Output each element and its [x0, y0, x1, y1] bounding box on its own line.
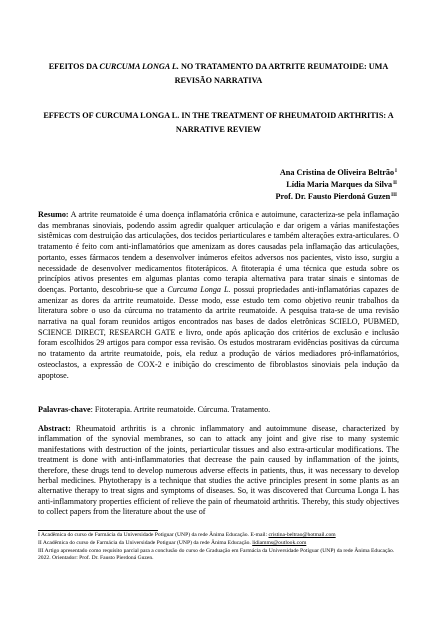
- keywords: [38, 405, 399, 416]
- footnote: [38, 540, 399, 548]
- footnote-email-link[interactable]: lidiamms@outlook.com: [252, 539, 307, 546]
- author: [276, 190, 397, 202]
- author-mark: III: [391, 193, 397, 198]
- footnotes: [38, 532, 399, 563]
- abstract-portuguese: [38, 210, 399, 381]
- title-pt-suffix: NO TRATAMENTO DA ARTRITE REUMATOIDE: UMA REVISÃO NARRATIVA: [174, 62, 389, 85]
- author: [276, 166, 397, 178]
- footnote-text: II Acadêmica do curso de Farmácia da Universidade Potiguar (UNP) da rede Ânima Educação.: [38, 539, 253, 546]
- author-name: Ana Cristina de Oliveira Beltrão: [279, 168, 395, 177]
- title-pt-species: CURCUMA LONGA L.: [99, 62, 179, 71]
- abstract-pt-species: Curcuma Longa L.: [167, 284, 231, 294]
- author-mark: I: [395, 169, 397, 174]
- footnote-text: I Acadêmica do curso de Farmácia da Universidade Potiguar (UNP) da rede Ânima Educação. E-mail:: [38, 532, 269, 538]
- footnote: [38, 548, 399, 564]
- title-english: EFFECTS OF CURCUMA LONGA L. IN THE TREATMENT OF RHEUMATOID ARTHRITIS: A NARRATIVE REVIEW: [43, 111, 394, 134]
- abstract-en-label: Abstract:: [38, 424, 71, 433]
- author-list: [276, 166, 397, 202]
- abstract-english: [38, 424, 399, 528]
- footnote-divider: [38, 530, 158, 531]
- footnote: [38, 532, 399, 540]
- abstract-pt-text-1: A artrite reumatoide é uma doença inflamatória crônica e autoimune, caracteriza-se pela inflamação das membranas sinoviais, podendo assim agredir qualquer articulação e dar origem a várias manifestações sistêmicas com destruição das articulações, dos tecidos periarticulares e também alterações extra-articulares. O tratamento é feito com anti-inflamatórios que amenizam as dores causadas pela inflamação das articulações, portanto, esses fármacos tendem a desenvolver inúmeros efeitos adversos nos pacientes, visto isso, surgiu a necessidade de desenvolver medicamentos fitoterápicos. A fitoterapia é uma técnica que estuda sobre os princípios ativos presentes em algumas plantas como terapia alternativa para tratar sinais e sintomas de doenças. Portanto, descobriu-se que a: [38, 210, 399, 294]
- title-portuguese: [40, 60, 397, 88]
- abstract-pt-label: Resumo:: [38, 210, 69, 219]
- footnote-text: III Artigo apresentado como requisito parcial para a conclusão do curso de Graduação em Farmácia da Universidade Potiguar (UNP) da rede Ânima Educação. 2022. Orientador: Prof. Dr. Fausto Pierdoná Guzen.: [38, 547, 395, 562]
- footnote-email-link[interactable]: cristina-beltrao@hotmail.com: [268, 532, 336, 538]
- author-mark: II: [393, 181, 397, 186]
- keywords-label: Palavras-chave: [38, 405, 91, 414]
- abstract-pt-text-2: possui propriedades anti-inflamatórias capazes de amenizar as dores da artrite reumatoide. Desse modo, esse estudo tem como objetivo reunir trabalhos da literatura sobre o uso da cúrcuma no tratamento da artrite reumatoide. A pesquisa trata-se de uma revisão narrativa na qual foram reunidos artigos encontrados nas bases de dados eletrônicas SCIELO, PUBMED, SCIENCE DIRECT, RESEARCH GATE e livro, onde após aplicação dos critérios de exclusão e inclusão foram escolhidos 29 artigos para compor essa revisão. Os estudos mostraram evidências positivas da cúrcuma no tratamento da artrite reumatoide, pois, ela reduz a produção de vários mediadores pró-inflamatórios, osteoclastos, a expressão de COX-2 e inibição do crescimento de fibroblastos sinoviais pela indução da apoptose.: [38, 284, 399, 380]
- author-name: Lídia Maria Marques da Silva: [286, 180, 393, 189]
- abstract-en-text: Rheumatoid arthritis is a chronic inflammatory and autoimmune disease, characterized by inflammation of the synovial membranes, so can to attack any joint and give rise to many systemic manifestations with destruction of the joints, periarticular tissues and also extra-articular modifications. The treatment is done with anti-inflammatories that decrease the pain caused by inflammation of the joints, therefore, these drugs tend to develop numerous adverse effects in patients, thus, it was necessary to develop herbal medicines. Phytotherapy is a technique that studies the active principles present in some plants as an alternative therapy to treat signs and symptoms of diseases. So, it was discovered that Curcuma Longa L has anti-inflammatory properties efficient of relieve the pain of rheumatoid arthritis. Thereby, this study objectives to collect papers from the literature about the use of: [38, 424, 399, 517]
- title-pt-prefix: EFEITOS DA: [48, 62, 100, 71]
- author: [276, 178, 397, 190]
- author-name: Prof. Dr. Fausto Pierdoná Guzen: [275, 192, 391, 201]
- keywords-text: : Fitoterapia. Artrite reumatoide. Cúrcuma. Tratamento.: [90, 405, 271, 414]
